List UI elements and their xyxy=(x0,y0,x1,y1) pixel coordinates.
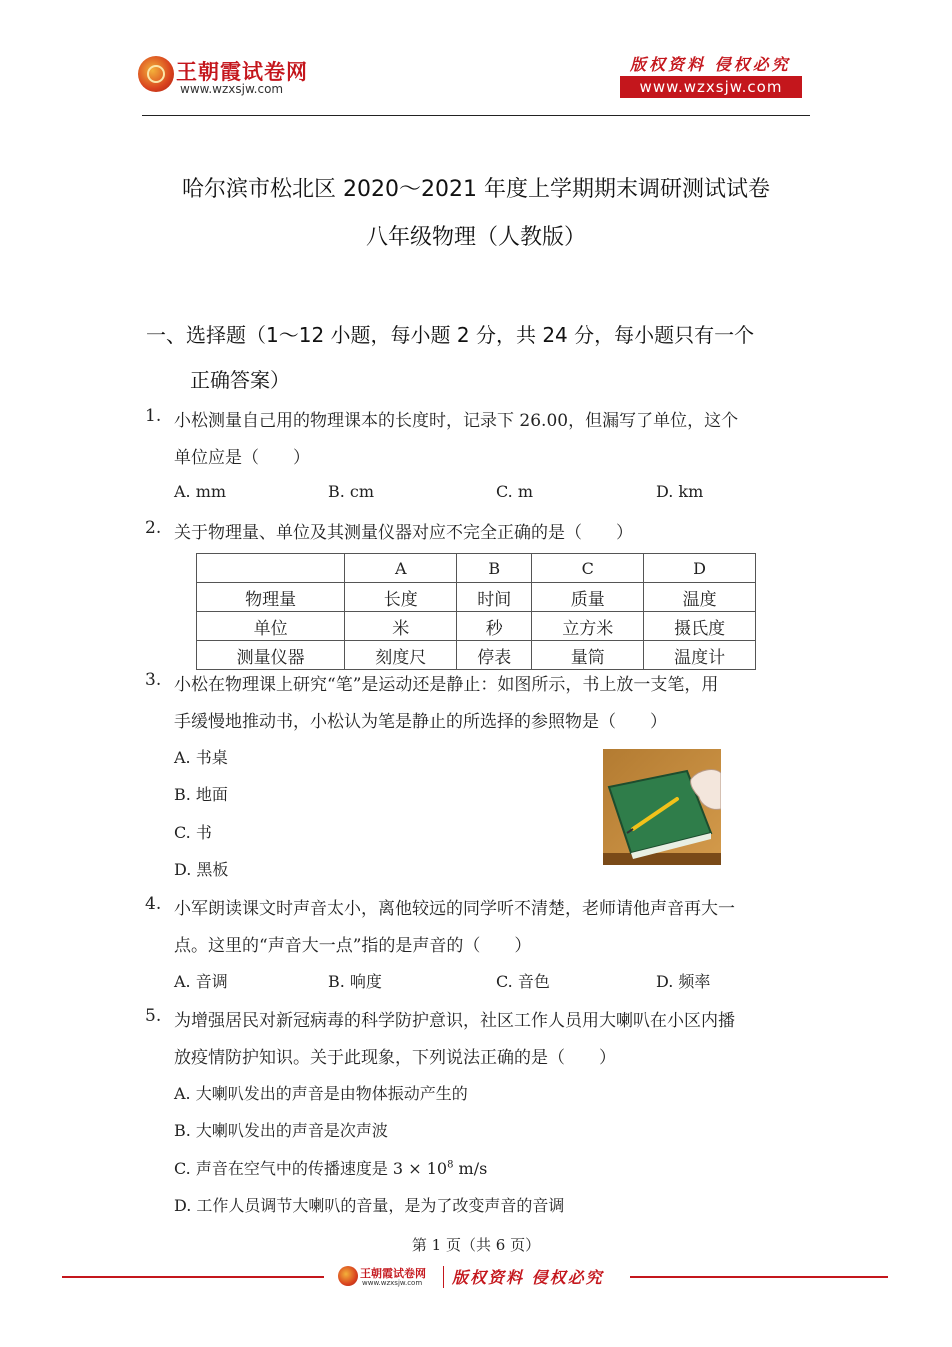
option-a: A. 大喇叭发出的声音是由物体振动产生的 xyxy=(174,1084,468,1103)
option-d: D. 黑板 xyxy=(174,860,229,879)
table-cell: 质量 xyxy=(532,583,644,612)
option-c: C. m xyxy=(496,482,534,501)
table-cell: 单位 xyxy=(197,612,345,641)
question-text: 小松测量自己用的物理课本的长度时，记录下 26.00，但漏写了单位，这个 xyxy=(174,411,739,431)
option-d: D. km xyxy=(656,482,704,501)
table-cell: 立方米 xyxy=(532,612,644,641)
table-cell: 米 xyxy=(345,612,457,641)
table-cell: 物理量 xyxy=(197,583,345,612)
table-cell: 温度 xyxy=(644,583,756,612)
logo-emblem-icon xyxy=(138,56,174,92)
option-a: A. 音调 xyxy=(174,972,228,991)
table-row xyxy=(197,612,756,641)
exponent: 8 xyxy=(447,1159,454,1171)
footer-copyright-notice: 版权资料 侵权必究 xyxy=(452,1268,604,1287)
table-cell: B xyxy=(457,554,532,583)
option-c xyxy=(174,1156,487,1179)
question-number: 3. xyxy=(145,670,162,690)
table-cell: D xyxy=(644,554,756,583)
table-cell: 刻度尺 xyxy=(345,641,457,670)
table-row xyxy=(197,641,756,670)
question-text: 关于物理量、单位及其测量仪器对应不完全正确的是（ ） xyxy=(174,523,633,543)
table-cell: 温度计 xyxy=(644,641,756,670)
footer-divider xyxy=(443,1266,444,1288)
table-header-row xyxy=(197,554,756,583)
footer-logo-emblem-icon xyxy=(338,1266,358,1286)
question-text: 单位应是（ ） xyxy=(174,448,310,468)
option-b: B. 响度 xyxy=(328,972,382,991)
page-number: 第 1 页（共 6 页） xyxy=(411,1236,541,1254)
footer-logo-text: 王朝霞试卷网 xyxy=(360,1267,426,1280)
table-row xyxy=(197,583,756,612)
section-heading: 一、选择题（1～12 小题，每小题 2 分，共 24 分，每小题只有一个 xyxy=(146,323,755,347)
table-cell: 量筒 xyxy=(532,641,644,670)
table-cell: 时间 xyxy=(457,583,532,612)
question-text: 小松在物理课上研究“笔”是运动还是静止：如图所示，书上放一支笔，用 xyxy=(174,675,719,695)
option-b: B. cm xyxy=(328,482,375,501)
footer-logo-url: www.wzxsjw.com xyxy=(362,1279,423,1287)
question-text: 放疫情防护知识。关于此现象，下列说法正确的是（ ） xyxy=(174,1048,616,1068)
question-text: 点。这里的“声音大一点”指的是声音的（ ） xyxy=(174,936,532,956)
table-cell: 停表 xyxy=(457,641,532,670)
table-cell: 秒 xyxy=(457,612,532,641)
table-cell: 长度 xyxy=(345,583,457,612)
option-c: C. 书 xyxy=(174,823,212,842)
table-cell: 摄氏度 xyxy=(644,612,756,641)
site-logo-text: 王朝霞试卷网 xyxy=(176,60,308,84)
question-number: 2. xyxy=(145,518,162,538)
section-heading-cont: 正确答案） xyxy=(190,368,290,392)
copyright-notice: 版权资料 侵权必究 xyxy=(630,55,791,74)
header-divider xyxy=(142,115,810,116)
site-url-banner[interactable]: www.wzxsjw.com xyxy=(620,76,802,98)
question-text: 手缓慢地推动书，小松认为笔是静止的所选择的参照物是（ ） xyxy=(174,712,667,732)
question-number: 1. xyxy=(145,406,162,426)
exam-subtitle: 八年级物理（人教版） xyxy=(365,225,586,250)
exam-title: 哈尔滨市松北区 2020～2021 年度上学期期末调研测试试卷 xyxy=(182,177,770,202)
site-logo-url: www.wzxsjw.com xyxy=(180,82,284,96)
book-pen-illustration xyxy=(603,749,721,865)
table-cell: 测量仪器 xyxy=(197,641,345,670)
measurement-table xyxy=(196,553,756,670)
question-number: 5. xyxy=(145,1006,162,1026)
footer-rule-right xyxy=(630,1276,888,1278)
option-c-unit: m/s xyxy=(453,1159,488,1178)
table-cell: A xyxy=(345,554,457,583)
option-c: C. 音色 xyxy=(496,972,550,991)
question-text: 为增强居民对新冠病毒的科学防护意识，社区工作人员用大喇叭在小区内播 xyxy=(174,1011,735,1031)
question-text: 小军朗读课文时声音太小，离他较远的同学听不清楚，老师请他声音再大一 xyxy=(174,899,735,919)
table-cell xyxy=(197,554,345,583)
question-number: 4. xyxy=(145,894,162,914)
option-d: D. 频率 xyxy=(656,972,711,991)
option-b: B. 大喇叭发出的声音是次声波 xyxy=(174,1121,388,1140)
option-c-text: C. 声音在空气中的传播速度是 3 × 10 xyxy=(174,1159,448,1178)
option-a: A. mm xyxy=(174,482,227,501)
option-d: D. 工作人员调节大喇叭的音量，是为了改变声音的音调 xyxy=(174,1196,565,1215)
option-a: A. 书桌 xyxy=(174,748,228,767)
footer-rule-left xyxy=(62,1276,324,1278)
option-b: B. 地面 xyxy=(174,785,228,804)
table-cell: C xyxy=(532,554,644,583)
